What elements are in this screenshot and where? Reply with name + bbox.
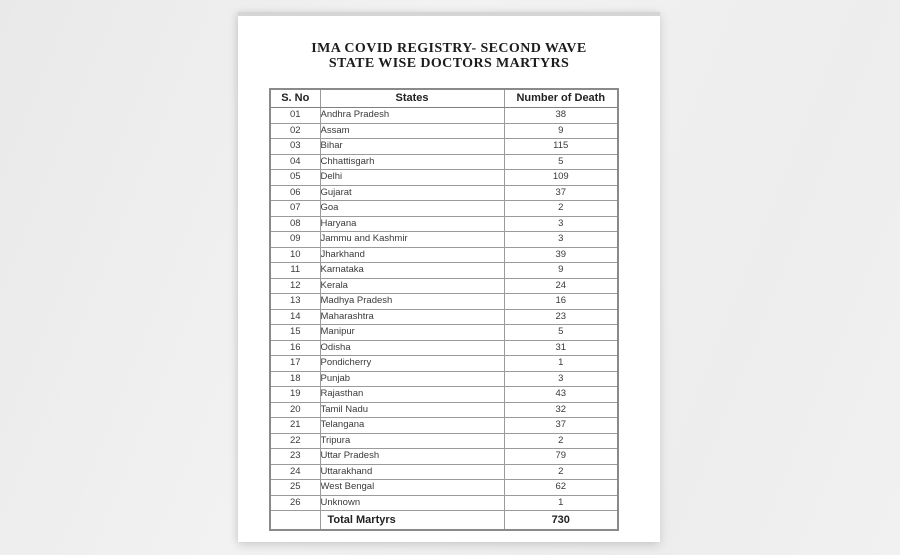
- serial-cell: 01: [270, 108, 320, 124]
- table-row: [270, 154, 618, 170]
- state-cell: Delhi: [320, 170, 504, 186]
- state-cell: Goa: [320, 201, 504, 217]
- table-row: [270, 123, 618, 139]
- header-states: States: [320, 89, 504, 108]
- serial-cell: 17: [270, 356, 320, 372]
- deaths-cell: 43: [504, 387, 618, 403]
- deaths-cell: 109: [504, 170, 618, 186]
- serial-cell: 14: [270, 309, 320, 325]
- state-cell: Jammu and Kashmir: [320, 232, 504, 248]
- serial-cell: 09: [270, 232, 320, 248]
- serial-cell: 04: [270, 154, 320, 170]
- deaths-cell: 79: [504, 449, 618, 465]
- table-row: [270, 278, 618, 294]
- table-row: [270, 232, 618, 248]
- serial-cell: 11: [270, 263, 320, 279]
- state-cell: Jharkhand: [320, 247, 504, 263]
- state-cell: Manipur: [320, 325, 504, 341]
- deaths-cell: 24: [504, 278, 618, 294]
- state-cell: Kerala: [320, 278, 504, 294]
- state-cell: Odisha: [320, 340, 504, 356]
- state-cell: Uttar Pradesh: [320, 449, 504, 465]
- deaths-cell: 2: [504, 201, 618, 217]
- deaths-cell: 39: [504, 247, 618, 263]
- document-title: [238, 41, 660, 71]
- table-row: [270, 387, 618, 403]
- table-row: [270, 449, 618, 465]
- state-cell: Uttarakhand: [320, 464, 504, 480]
- total-empty-cell: [270, 511, 320, 531]
- serial-cell: 24: [270, 464, 320, 480]
- deaths-cell: 9: [504, 263, 618, 279]
- table-row: [270, 108, 618, 124]
- deaths-cell: 37: [504, 185, 618, 201]
- table-total-row: [270, 511, 618, 531]
- deaths-cell: 38: [504, 108, 618, 124]
- state-cell: Gujarat: [320, 185, 504, 201]
- state-cell: Unknown: [320, 495, 504, 511]
- state-cell: Assam: [320, 123, 504, 139]
- state-cell: Bihar: [320, 139, 504, 155]
- state-cell: Punjab: [320, 371, 504, 387]
- serial-cell: 20: [270, 402, 320, 418]
- state-cell: Maharashtra: [320, 309, 504, 325]
- document-title-line1: IMA COVID REGISTRY- SECOND WAVE: [311, 41, 587, 56]
- header-serial-number: S. No: [270, 89, 320, 108]
- serial-cell: 06: [270, 185, 320, 201]
- serial-cell: 26: [270, 495, 320, 511]
- deaths-cell: 115: [504, 139, 618, 155]
- serial-cell: 22: [270, 433, 320, 449]
- table-row: [270, 371, 618, 387]
- table-row: [270, 309, 618, 325]
- table-row: [270, 139, 618, 155]
- total-value-cell: 730: [504, 511, 618, 531]
- deaths-cell: 9: [504, 123, 618, 139]
- table-row: [270, 170, 618, 186]
- state-cell: Andhra Pradesh: [320, 108, 504, 124]
- deaths-cell: 1: [504, 356, 618, 372]
- deaths-cell: 31: [504, 340, 618, 356]
- serial-cell: 21: [270, 418, 320, 434]
- header-number-of-death: Number of Death: [504, 89, 618, 108]
- serial-cell: 18: [270, 371, 320, 387]
- table-row: [270, 340, 618, 356]
- deaths-cell: 62: [504, 480, 618, 496]
- deaths-cell: 3: [504, 371, 618, 387]
- deaths-cell: 5: [504, 325, 618, 341]
- serial-cell: 07: [270, 201, 320, 217]
- table-row: [270, 433, 618, 449]
- deaths-cell: 37: [504, 418, 618, 434]
- table-row: [270, 247, 618, 263]
- total-label-cell: Total Martyrs: [320, 511, 504, 531]
- table-header-row: [270, 89, 618, 108]
- table-row: [270, 325, 618, 341]
- deaths-cell: 16: [504, 294, 618, 310]
- serial-cell: 03: [270, 139, 320, 155]
- state-cell: Tamil Nadu: [320, 402, 504, 418]
- document-page: [238, 12, 660, 542]
- deaths-cell: 2: [504, 433, 618, 449]
- table-row: [270, 495, 618, 511]
- table-body: [270, 108, 618, 511]
- table-row: [270, 480, 618, 496]
- state-cell: Karnataka: [320, 263, 504, 279]
- table-row: [270, 216, 618, 232]
- serial-cell: 13: [270, 294, 320, 310]
- serial-cell: 23: [270, 449, 320, 465]
- state-cell: Madhya Pradesh: [320, 294, 504, 310]
- state-cell: Telangana: [320, 418, 504, 434]
- state-cell: West Bengal: [320, 480, 504, 496]
- martyrs-table: [269, 88, 619, 531]
- deaths-cell: 2: [504, 464, 618, 480]
- serial-cell: 02: [270, 123, 320, 139]
- state-cell: Rajasthan: [320, 387, 504, 403]
- serial-cell: 16: [270, 340, 320, 356]
- state-cell: Tripura: [320, 433, 504, 449]
- table-row: [270, 201, 618, 217]
- serial-cell: 19: [270, 387, 320, 403]
- table-row: [270, 356, 618, 372]
- table-row: [270, 402, 618, 418]
- serial-cell: 15: [270, 325, 320, 341]
- deaths-cell: 32: [504, 402, 618, 418]
- deaths-cell: 1: [504, 495, 618, 511]
- table-row: [270, 464, 618, 480]
- serial-cell: 08: [270, 216, 320, 232]
- serial-cell: 25: [270, 480, 320, 496]
- table-row: [270, 185, 618, 201]
- state-cell: Chhattisgarh: [320, 154, 504, 170]
- document-title-line2: STATE WISE DOCTORS MARTYRS: [328, 56, 570, 71]
- deaths-cell: 5: [504, 154, 618, 170]
- deaths-cell: 3: [504, 216, 618, 232]
- table-row: [270, 418, 618, 434]
- deaths-cell: 23: [504, 309, 618, 325]
- serial-cell: 05: [270, 170, 320, 186]
- table-row: [270, 263, 618, 279]
- state-cell: Pondicherry: [320, 356, 504, 372]
- deaths-cell: 3: [504, 232, 618, 248]
- state-cell: Haryana: [320, 216, 504, 232]
- serial-cell: 10: [270, 247, 320, 263]
- table-row: [270, 294, 618, 310]
- serial-cell: 12: [270, 278, 320, 294]
